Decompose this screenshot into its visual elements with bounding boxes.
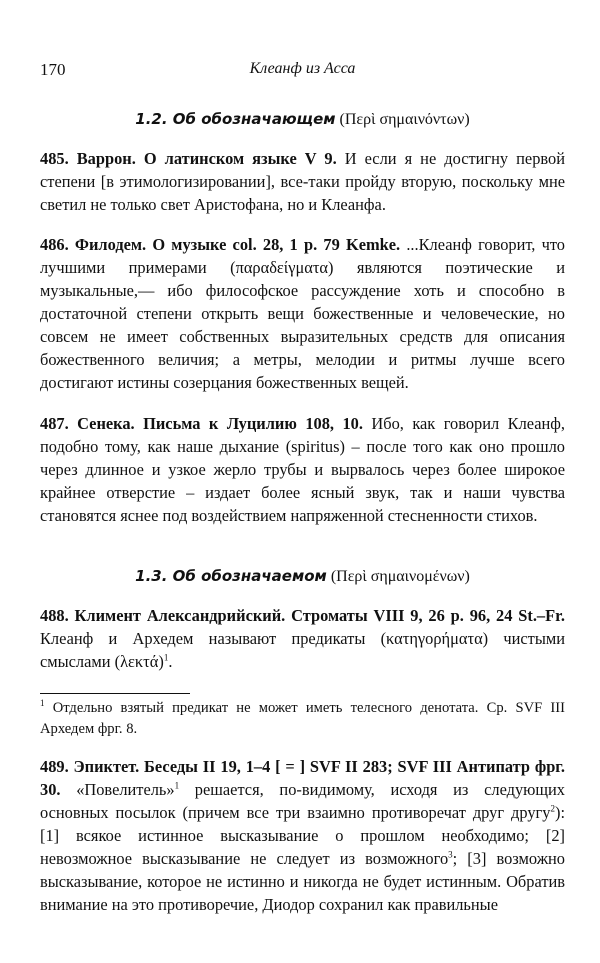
footnote <box>40 698 565 740</box>
running-title: Клеанф из Асса <box>249 60 356 77</box>
fragment-488 <box>40 604 565 673</box>
page-header <box>40 60 565 86</box>
section-heading-title: 1.3. Об обозначаемом <box>135 567 327 585</box>
footnote-marker: 1 <box>163 652 169 663</box>
fragment-source: 485. Варрон. О латинском языке V 9. <box>40 149 337 168</box>
footnote-text: Отдельно взятый предикат не может иметь телесного денотата. Ср. SVF III Архедем фрг. 8. <box>40 700 565 737</box>
fragment-487 <box>40 412 565 527</box>
fragment-source: 487. Сенека. Письма к Луцилию 108, 10. <box>40 414 363 433</box>
fragment-text: решается, по-видимому, исходя из следующих основных посылок (причем все три взаимно противоречат друг другу <box>40 780 565 822</box>
fragment-485 <box>40 147 565 216</box>
fragment-486 <box>40 233 565 394</box>
fragment-text: ): [1] всякое истинное высказывание о прошлом необходимо; [2] невозможное высказывание не следует из возможного <box>40 803 565 868</box>
fragment-text: ...Клеанф говорит, что лучшими примерами (παραδείγματα) являются поэтические и музыкальные,— ибо философское рассуждение хоть и способно в достаточной степени открыть вещи божественные и человеческие, но совсем не имеет собственных выразительных средств для описания божественного величия; а метры, мелодии и ритмы лучше всего достигают истины созерцания божественных вещей. <box>40 235 565 392</box>
section-heading-greek: (Περὶ σημαινόντων) <box>339 111 470 128</box>
book-page <box>40 60 565 916</box>
section-heading-title: 1.2. Об обозначающем <box>135 110 336 128</box>
footnote-number: 1 <box>40 698 45 709</box>
fragment-text: И если я не достигну первой степени [в этимологизировании], все-таки пройду вторую, поскольку мне светил не только свет Аристофана, но и Клеанфа. <box>40 149 565 214</box>
fragment-text: Ибо, как говорил Клеанф, подобно тому, как наше дыхание (spiritus) – после того как оно прошло через длинное и узкое жерло трубы и вырвалось через более широкое крайнее отверстие – издает более ясный звук, так и наши чувства становятся яснее под воздействием напряженной стесненности стихов. <box>40 414 565 525</box>
page-number: 170 <box>40 60 66 79</box>
section-heading <box>40 110 565 129</box>
fragment-source: 486. Филодем. О музыке col. 28, 1 p. 79 Kemke. <box>40 235 401 254</box>
fragment-text: «Повелитель» <box>60 780 175 799</box>
footnote-marker: 3 <box>448 849 453 860</box>
footnote-divider <box>40 693 190 694</box>
section-heading-greek: (Περὶ σημαινομένων) <box>330 568 470 585</box>
fragment-text: Клеанф и Архедем называют предикаты (κατηγορήματα) чистыми смыслами (λεκτά) <box>40 629 565 671</box>
section-heading <box>40 567 565 586</box>
fragment-489 <box>40 755 565 916</box>
footnote-marker: 2 <box>550 803 555 814</box>
fragment-text: ; [3] возможно высказывание, которое не истинно и никогда не будет истинным. Обратив внимание на это противоречие, Диодор сохранил как правильные <box>40 849 565 914</box>
footnote-marker: 1 <box>174 780 180 791</box>
fragment-source: 489. Эпиктет. Беседы II 19, 1–4 [ = ] SVF II 283; SVF III Антипатр фрг. 30. <box>40 757 565 799</box>
fragment-text-end: . <box>168 652 173 671</box>
fragment-source: 488. Климент Александрийский. Строматы VIII 9, 26 p. 96, 24 St.–Fr. <box>40 606 565 625</box>
